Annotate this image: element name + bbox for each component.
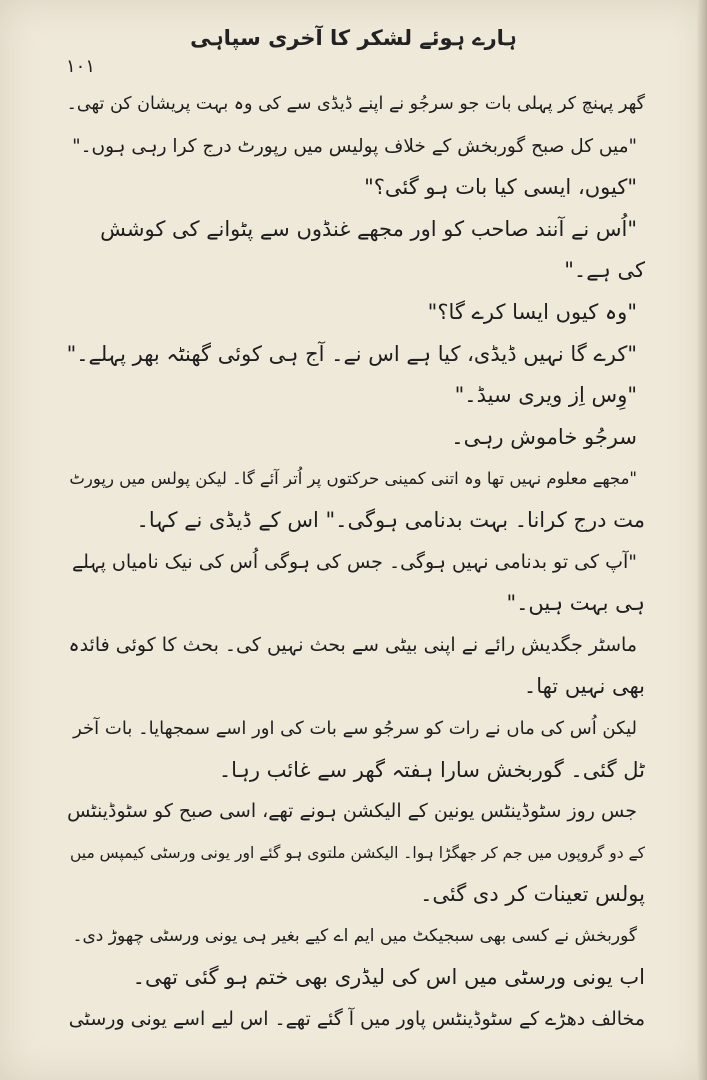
page-number: ۱۰۱ bbox=[66, 56, 96, 77]
text-line: "وِس اِز ویری سیڈ۔" bbox=[454, 383, 637, 408]
text-line: "کرے گا نہیں ڈیڈی، کیا ہے اس نے۔ آج ہی کوئی گھنٹہ بھر پہلے۔" bbox=[66, 341, 637, 366]
text-line: گوربخش نے کسی بھی سبجیکٹ میں ایم اے کیے بغیر ہی یونی ورسٹی چھوڑ دی۔ bbox=[72, 925, 637, 946]
text-line: "میں کل صبح گوربخش کے خلاف پولیس میں رپورٹ درج کرا رہی ہوں۔" bbox=[72, 135, 637, 157]
text-line: جس روز سٹوڈینٹس یونین کے الیکشن ہونے تھے، اسی صبح کو سٹوڈینٹس bbox=[67, 800, 637, 823]
text-line: مت درج کرانا۔ بہت بدنامی ہوگی۔" اس کے ڈیڈی نے کہا۔ bbox=[136, 507, 645, 532]
text-line: "اُس نے آنند صاحب کو اور مجھے غنڈوں سے پٹوانے کی کوشش bbox=[100, 216, 637, 241]
text-line: سرجُو خاموش رہی۔ bbox=[451, 424, 637, 449]
text-line: لیکن اُس کی ماں نے رات کو سرجُو سے بات کی اور اسے سمجھایا۔ بات آخر bbox=[73, 717, 637, 739]
text-line: "وہ کیوں ایسا کرے گا؟" bbox=[427, 299, 637, 324]
text-line: ٹل گئی۔ گوربخش سارا ہفتہ گھر سے غائب رہا۔ bbox=[218, 757, 645, 782]
text-line: مخالف دھڑے کے سٹوڈینٹس پاور میں آ گئے تھے۔ اس لیے اسے یونی ورسٹی bbox=[68, 1008, 645, 1031]
text-line: "آپ کی تو بدنامی نہیں ہوگی۔ جس کی ہوگی اُس کی نیک نامیاں پہلے bbox=[72, 550, 637, 573]
text-line: کی ہے۔" bbox=[564, 258, 645, 283]
text-line: پولس تعینات کر دی گئی۔ bbox=[420, 882, 645, 907]
text-line: "مجھے معلوم نہیں تھا وہ اتنی کمینی حرکتوں پر اُتر آئے گا۔ لیکن پولس میں رپورٹ bbox=[69, 469, 637, 489]
page-binding-edge bbox=[697, 0, 707, 1080]
text-line: اب یونی ورسٹی میں اس کی لیڈری بھی ختم ہو گئی تھی۔ bbox=[132, 965, 645, 990]
text-line: "کیوں، ایسی کیا بات ہو گئی؟" bbox=[364, 175, 637, 200]
text-line: ماسٹر جگدیش رائے نے اپنی بیٹی سے بحث نہیں کی۔ بحث کا کوئی فائدہ bbox=[68, 633, 637, 656]
body-text bbox=[64, 84, 645, 1041]
text-line: ہی بہت ہیں۔" bbox=[506, 591, 645, 616]
text-line: بھی نہیں تھا۔ bbox=[523, 674, 645, 699]
running-header: ہارے ہوئے لشکر کا آخری سپاہی bbox=[190, 26, 517, 50]
text-line: کے دو گروپوں میں جم کر جھگڑا ہوا۔ الیکشن ملتوی ہو گئے اور یونی ورسٹی کیمپس میں bbox=[69, 843, 645, 862]
text-line: گھر پہنچ کر پہلی بات جو سرجُو نے اپنے ڈیڈی سے کی وہ بہت پریشان کن تھی۔ bbox=[66, 94, 645, 114]
